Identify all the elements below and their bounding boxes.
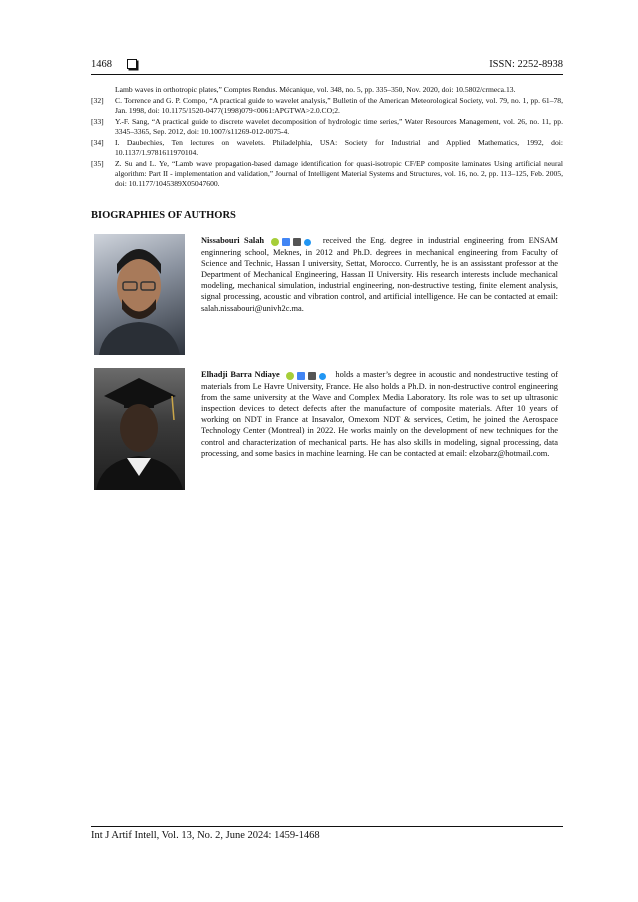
reference-item: [35] Z. Su and L. Ye, “Lamb wave propagation-based damage identification for quasi-isotropic CF/EP composite laminates Using artificial neural algorithm: Part II - implementation and validation,” Journal of Intelligent Material Systems and Structures, vol. 16, no. 2, pp. 113–125, Feb. 2005, doi: 10.1177/1045389X05047600. [91, 159, 563, 188]
google-scholar-icon[interactable] [297, 372, 305, 380]
author-bio-text: received the Eng. degree in industrial engineering from ENSAM enginnering school, Meknes, in 2012 and Ph.D. degrees in mechanical engineering from Faculty of Science and Technic, Hassan I university, Settat, Morocco. Currently, he is an assisstant professor at the Department of Mechanical Engineering, Hassan II University. His research interests include mechanical modeling, mechanical simulation, industrial engineering, non-destructive testing, finite element analysis, signal processing, acoustic and vibration control, and artificial intelligence. He can be contacted at email: salah.nissabouri@univh2c.ma. [201, 236, 558, 313]
author-photo [94, 234, 185, 355]
orcid-icon[interactable] [286, 372, 294, 380]
reference-item: Lamb waves in orthotropic plates,” Comptes Rendus. Mécanique, vol. 348, no. 5, pp. 335–350, Nov. 2020, doi: 10.5802/crmeca.13. [115, 85, 516, 94]
scopus-icon[interactable] [293, 238, 301, 246]
author-bio [201, 369, 558, 459]
square-icon [127, 59, 137, 69]
footer-rule [91, 826, 563, 827]
header-rule [91, 74, 563, 75]
scopus-icon[interactable] [308, 372, 316, 380]
orcid-icon[interactable] [271, 238, 279, 246]
page-header [91, 58, 563, 74]
author-photo [94, 368, 185, 490]
author-profile-icons [271, 236, 314, 247]
reference-item: [34] I. Daubechies, Ten lectures on wavelets. Philadelphia, USA: Society for Industrial and Applied Mathematics, 1992, doi: 10.1137/1.9781611970104. [91, 138, 563, 157]
references-list [91, 85, 563, 190]
author-name: Nissabouri Salah [201, 236, 265, 245]
google-scholar-icon[interactable] [282, 238, 290, 246]
author-bio-text: holds a master’s degree in acoustic and nondestructive testing of materials from Le Havre University, France. He also holds a Ph.D. in non-destructive control engineering from the same university at the Wave and Complex Media Laboratory. Its role was to set up ultrasonic inspection devices to detect defects after the manufacture of composite materials. After 10 years of working on NDT in France at Insavalor, Omexom NDT & services, Cetim, he joined the Aerospace Technology Center (Montreal) in 2022. He works mainly on the development of new techniques for the control and characterization of mechanical parts. He has also skills in modeling, signal processing, data processing, and some basics in machine learning. He can be contacted at email: elzobarz@hotmail.com. [201, 370, 559, 458]
reference-item: [32] C. Torrence and G. P. Compo, “A practical guide to wavelet analysis,” Bulletin of the American Meteorological Society, vol. 79, no. 1, pp. 61–78, Jan. 1998, doi: 10.1175/1520-0477(1998)079<0061:APGTWA>2.0.CO;2. [91, 96, 563, 115]
reference-item: [33] Y.-F. Sang, “A practical guide to discrete wavelet decomposition of hydrologic time series,” Water Resources Management, vol. 26, no. 11, pp. 3345–3365, Sep. 2012, doi: 10.1007/s11269-012-0075-4. [91, 117, 563, 136]
biographies-heading: BIOGRAPHIES OF AUTHORS [91, 210, 236, 221]
page-number: 1468 [91, 59, 112, 70]
page-footer: Int J Artif Intell, Vol. 13, No. 2, June 2024: 1459-1468 [91, 830, 320, 841]
publons-icon[interactable] [319, 373, 326, 380]
author-profile-icons [286, 370, 329, 381]
author-name: Elhadji Barra Ndiaye [201, 370, 280, 379]
author-bio [201, 235, 558, 314]
issn: ISSN: 2252-8938 [489, 59, 563, 70]
publons-icon[interactable] [304, 239, 311, 246]
